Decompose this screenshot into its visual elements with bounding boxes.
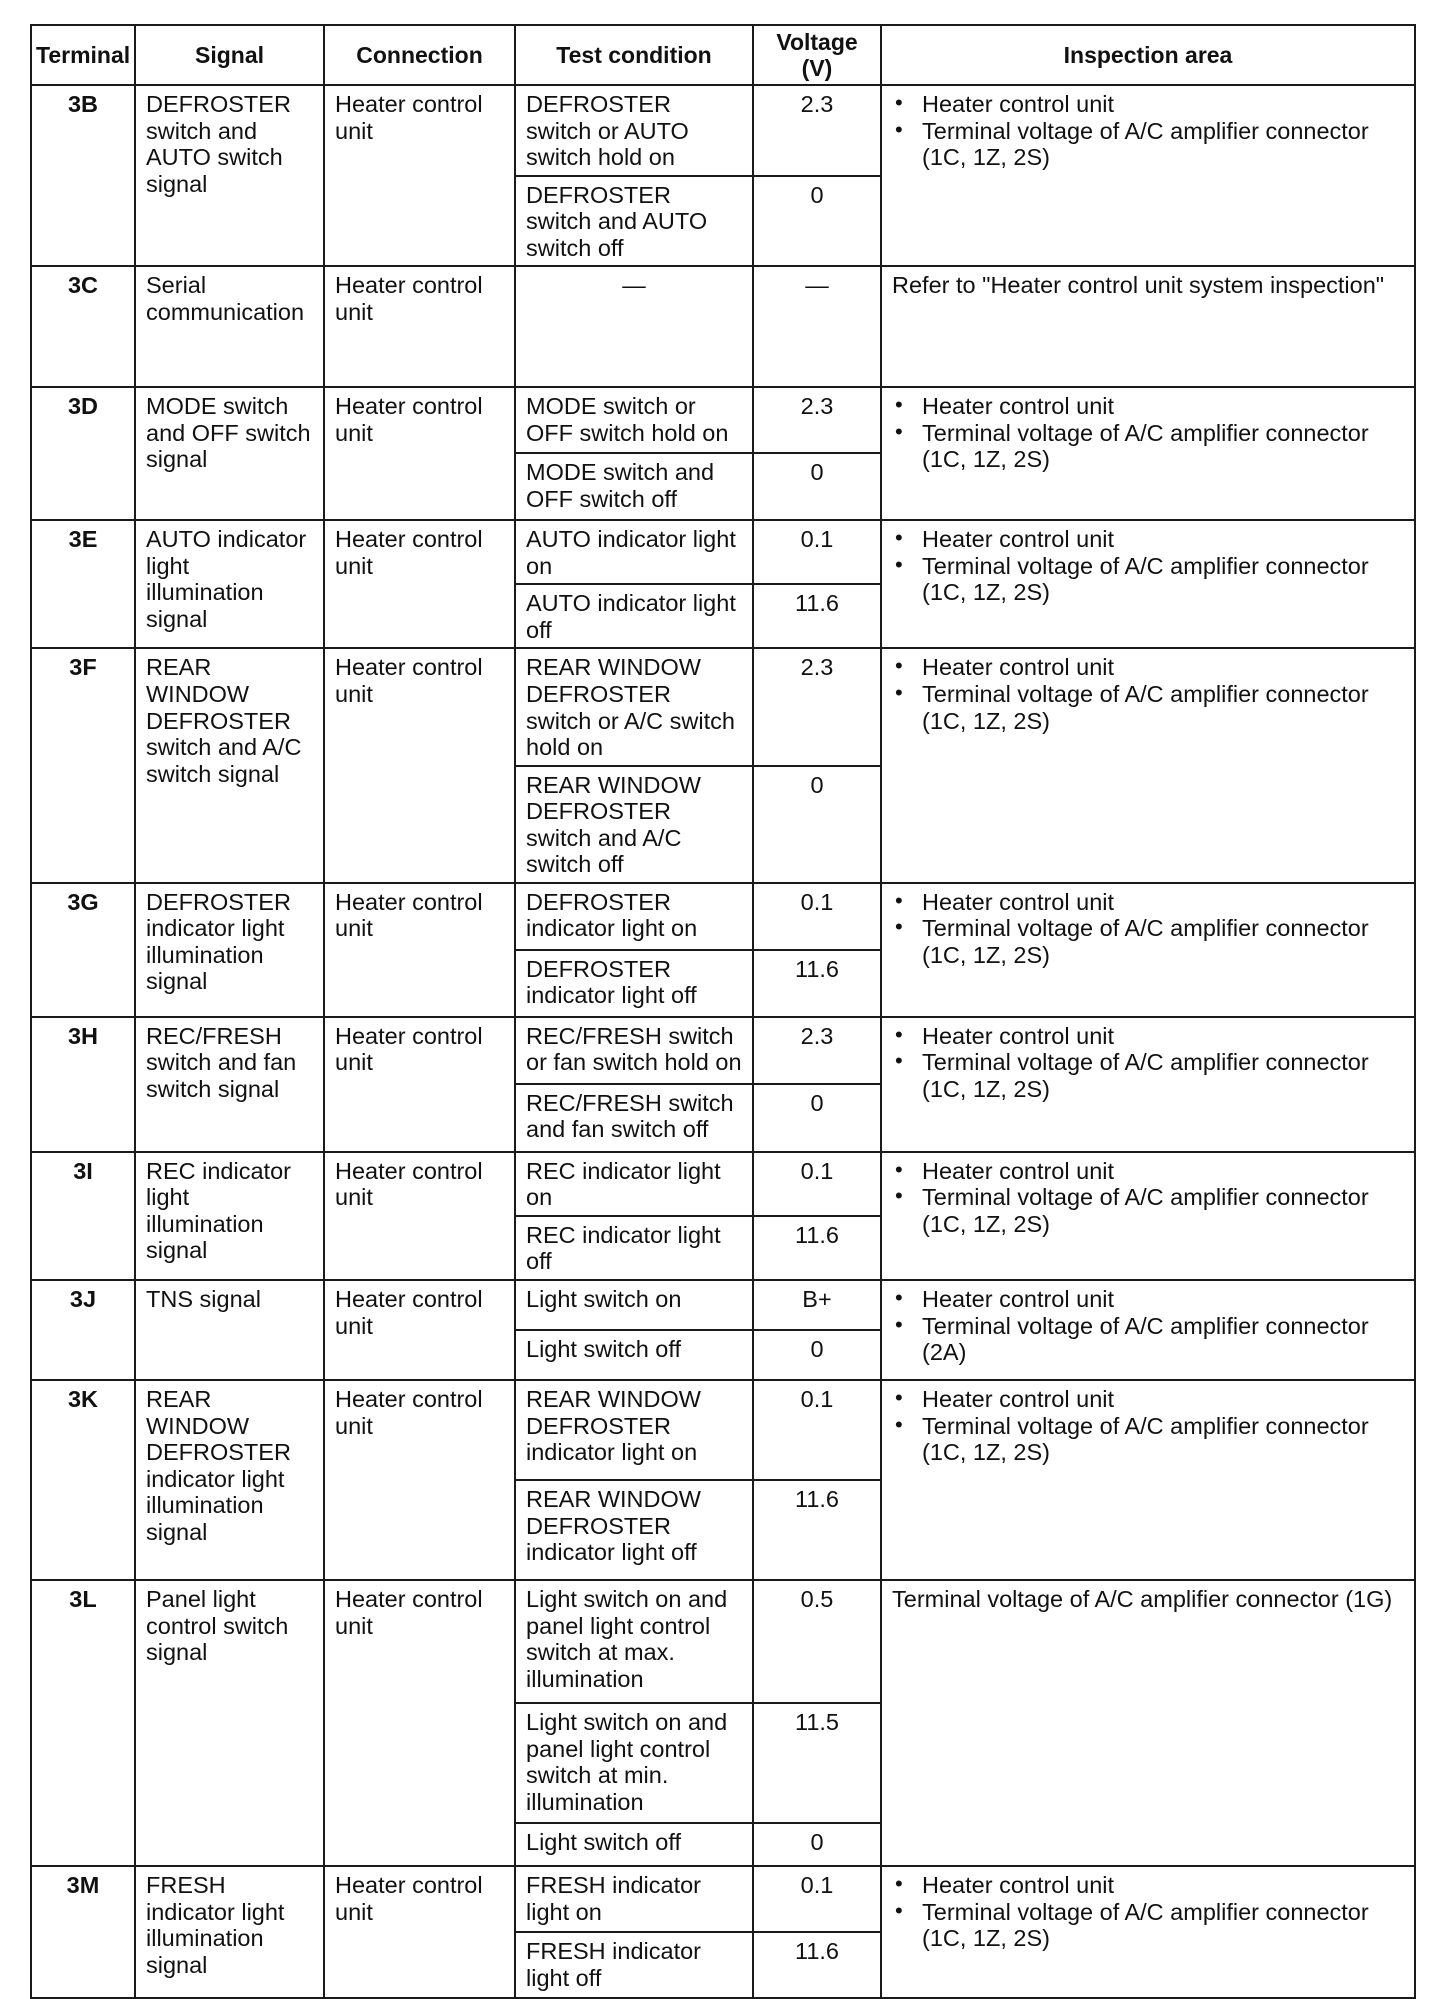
terminal-cell: 3G: [31, 883, 135, 1017]
terminal-inspection-sheet: [30, 24, 1414, 1991]
terminal-cell: 3B: [31, 85, 135, 266]
signal-cell: REAR WINDOW DEFROSTER indicator light illumination signal: [135, 1380, 324, 1580]
signal-cell: REC/FRESH switch and fan switch signal: [135, 1017, 324, 1152]
test-condition-cell: REAR WINDOW DEFROSTER indicator light off: [515, 1480, 753, 1580]
voltage-cell: 0: [753, 1084, 881, 1152]
connection-cell: Heater control unit: [324, 1866, 515, 1998]
inspection-area-cell: [881, 1152, 1415, 1280]
connection-cell: Heater control unit: [324, 266, 515, 387]
inspection-list: [892, 1872, 1404, 1952]
signal-cell: AUTO indicator light illumination signal: [135, 520, 324, 648]
test-condition-cell: Light switch off: [515, 1823, 753, 1866]
connection-cell: Heater control unit: [324, 648, 515, 882]
inspection-item: • Terminal voltage of A/C amplifier connector (1C, 1Z, 2S): [922, 681, 1404, 734]
inspection-item: • Heater control unit: [922, 1286, 1404, 1313]
table-row: [31, 883, 1415, 950]
test-condition-cell: MODE switch or OFF switch hold on: [515, 387, 753, 453]
voltage-cell: —: [753, 266, 881, 387]
voltage-cell: 0: [753, 1823, 881, 1866]
connection-cell: Heater control unit: [324, 1152, 515, 1280]
inspection-item: • Terminal voltage of A/C amplifier connector (1C, 1Z, 2S): [922, 420, 1404, 473]
voltage-cell: 0: [753, 766, 881, 883]
connection-cell: Heater control unit: [324, 520, 515, 648]
table-row: [31, 387, 1415, 453]
table-body: [31, 85, 1415, 1998]
inspection-item: • Heater control unit: [922, 1872, 1404, 1899]
voltage-cell: 11.5: [753, 1703, 881, 1823]
voltage-cell: B+: [753, 1280, 881, 1330]
test-condition-cell: DEFROSTER indicator light on: [515, 883, 753, 950]
inspection-item: • Terminal voltage of A/C amplifier connector (1C, 1Z, 2S): [922, 118, 1404, 171]
voltage-cell: 2.3: [753, 387, 881, 453]
inspection-area-cell: [881, 1017, 1415, 1152]
test-condition-cell: AUTO indicator light on: [515, 520, 753, 584]
terminal-cell: 3J: [31, 1280, 135, 1380]
inspection-list: [892, 91, 1404, 171]
signal-cell: FRESH indicator light illumination signal: [135, 1866, 324, 1998]
inspection-item: • Heater control unit: [922, 393, 1404, 420]
header-signal: Signal: [135, 25, 324, 85]
test-condition-cell: DEFROSTER switch and AUTO switch off: [515, 176, 753, 267]
terminal-cell: 3F: [31, 648, 135, 882]
inspection-list: [892, 526, 1404, 606]
voltage-cell: 0.5: [753, 1580, 881, 1703]
inspection-list: [892, 889, 1404, 969]
inspection-note: Refer to "Heater control unit system inspection": [892, 272, 1385, 299]
signal-cell: TNS signal: [135, 1280, 324, 1380]
connection-cell: Heater control unit: [324, 1380, 515, 1580]
table-row: [31, 1017, 1415, 1084]
header-inspection-area: Inspection area: [881, 25, 1415, 85]
voltage-cell: 0: [753, 453, 881, 520]
inspection-area-cell: [881, 85, 1415, 266]
test-condition-cell: MODE switch and OFF switch off: [515, 453, 753, 520]
header-test-condition: Test condition: [515, 25, 753, 85]
terminal-inspection-table: [30, 24, 1416, 1999]
test-condition-cell: REC/FRESH switch and fan switch off: [515, 1084, 753, 1152]
inspection-list: [892, 1023, 1404, 1103]
inspection-item: • Heater control unit: [922, 91, 1404, 118]
inspection-area-cell: [881, 387, 1415, 520]
test-condition-cell: Light switch on and panel light control switch at min. illumination: [515, 1703, 753, 1823]
inspection-list: [892, 393, 1404, 473]
signal-cell: Serial communication: [135, 266, 324, 387]
test-condition-cell: FRESH indicator light off: [515, 1932, 753, 1998]
signal-cell: REC indicator light illumination signal: [135, 1152, 324, 1280]
inspection-item: • Terminal voltage of A/C amplifier connector (1C, 1Z, 2S): [922, 1184, 1404, 1237]
voltage-cell: 0: [753, 176, 881, 267]
test-condition-cell: Light switch on: [515, 1280, 753, 1330]
inspection-item: • Terminal voltage of A/C amplifier connector (1C, 1Z, 2S): [922, 915, 1404, 968]
test-condition-cell: REAR WINDOW DEFROSTER switch or A/C switch hold on: [515, 648, 753, 765]
inspection-list: [892, 654, 1404, 734]
inspection-item: • Heater control unit: [922, 889, 1404, 916]
inspection-area-cell: [881, 883, 1415, 1017]
voltage-cell: 0.1: [753, 1380, 881, 1480]
terminal-cell: 3M: [31, 1866, 135, 1998]
inspection-note: Terminal voltage of A/C amplifier connector (1G): [892, 1586, 1393, 1612]
voltage-cell: 0: [753, 1330, 881, 1380]
voltage-cell: 11.6: [753, 1216, 881, 1280]
inspection-item: • Heater control unit: [922, 1158, 1404, 1185]
signal-cell: DEFROSTER indicator light illumination signal: [135, 883, 324, 1017]
connection-cell: Heater control unit: [324, 387, 515, 520]
terminal-cell: 3K: [31, 1380, 135, 1580]
test-condition-cell: Light switch off: [515, 1330, 753, 1380]
header-connection: Connection: [324, 25, 515, 85]
inspection-area-cell: [881, 648, 1415, 882]
voltage-cell: 2.3: [753, 1017, 881, 1084]
voltage-cell: 2.3: [753, 648, 881, 765]
terminal-cell: 3E: [31, 520, 135, 648]
terminal-cell: 3I: [31, 1152, 135, 1280]
table-row: [31, 1866, 1415, 1932]
inspection-list: [892, 1286, 1404, 1366]
inspection-area-cell: [881, 266, 1415, 387]
voltage-cell: 11.6: [753, 584, 881, 648]
inspection-item: • Terminal voltage of A/C amplifier connector (1C, 1Z, 2S): [922, 553, 1404, 606]
inspection-item: • Heater control unit: [922, 1386, 1404, 1413]
connection-cell: Heater control unit: [324, 85, 515, 266]
inspection-list: [892, 1158, 1404, 1238]
terminal-cell: 3H: [31, 1017, 135, 1152]
connection-cell: Heater control unit: [324, 1017, 515, 1152]
test-condition-cell: Light switch on and panel light control switch at max. illumination: [515, 1580, 753, 1703]
test-condition-cell: DEFROSTER switch or AUTO switch hold on: [515, 85, 753, 176]
inspection-area-cell: [881, 1866, 1415, 1998]
inspection-area-cell: [881, 1580, 1415, 1866]
inspection-area-cell: [881, 520, 1415, 648]
table-row: [31, 266, 1415, 387]
table-row: [31, 1280, 1415, 1330]
voltage-cell: 0.1: [753, 883, 881, 950]
inspection-area-cell: [881, 1280, 1415, 1380]
table-row: [31, 648, 1415, 765]
table-header-row: [31, 25, 1415, 85]
signal-cell: REAR WINDOW DEFROSTER switch and A/C switch signal: [135, 648, 324, 882]
table-row: [31, 520, 1415, 584]
table-row: [31, 85, 1415, 176]
inspection-area-cell: [881, 1380, 1415, 1580]
test-condition-cell: FRESH indicator light on: [515, 1866, 753, 1932]
test-condition-cell: REC/FRESH switch or fan switch hold on: [515, 1017, 753, 1084]
test-condition-cell: DEFROSTER indicator light off: [515, 950, 753, 1017]
inspection-item: • Terminal voltage of A/C amplifier connector (2A): [922, 1313, 1404, 1366]
header-voltage: Voltage (V): [753, 25, 881, 85]
inspection-item: • Terminal voltage of A/C amplifier connector (1C, 1Z, 2S): [922, 1049, 1404, 1102]
voltage-cell: 11.6: [753, 1932, 881, 1998]
signal-cell: Panel light control switch signal: [135, 1580, 324, 1866]
inspection-item: • Heater control unit: [922, 654, 1404, 681]
inspection-item: • Terminal voltage of A/C amplifier connector (1C, 1Z, 2S): [922, 1899, 1404, 1952]
test-condition-cell: —: [515, 266, 753, 387]
terminal-cell: 3C: [31, 266, 135, 387]
test-condition-cell: REAR WINDOW DEFROSTER switch and A/C switch off: [515, 766, 753, 883]
inspection-list: [892, 1386, 1404, 1466]
test-condition-cell: AUTO indicator light off: [515, 584, 753, 648]
voltage-cell: 11.6: [753, 950, 881, 1017]
voltage-cell: 0.1: [753, 1152, 881, 1216]
connection-cell: Heater control unit: [324, 1580, 515, 1866]
test-condition-cell: REC indicator light off: [515, 1216, 753, 1280]
connection-cell: Heater control unit: [324, 1280, 515, 1380]
inspection-item: • Heater control unit: [922, 1023, 1404, 1050]
voltage-cell: 11.6: [753, 1480, 881, 1580]
header-terminal: Terminal: [31, 25, 135, 85]
inspection-item: • Heater control unit: [922, 526, 1404, 553]
test-condition-cell: REC indicator light on: [515, 1152, 753, 1216]
voltage-cell: 2.3: [753, 85, 881, 176]
signal-cell: DEFROSTER switch and AUTO switch signal: [135, 85, 324, 266]
signal-cell: MODE switch and OFF switch signal: [135, 387, 324, 520]
voltage-cell: 0.1: [753, 1866, 881, 1932]
test-condition-cell: REAR WINDOW DEFROSTER indicator light on: [515, 1380, 753, 1480]
inspection-item: • Terminal voltage of A/C amplifier connector (1C, 1Z, 2S): [922, 1413, 1404, 1466]
table-row: [31, 1380, 1415, 1480]
table-row: [31, 1152, 1415, 1216]
connection-cell: Heater control unit: [324, 883, 515, 1017]
terminal-cell: 3L: [31, 1580, 135, 1866]
table-row: [31, 1580, 1415, 1703]
terminal-cell: 3D: [31, 387, 135, 520]
voltage-cell: 0.1: [753, 520, 881, 584]
